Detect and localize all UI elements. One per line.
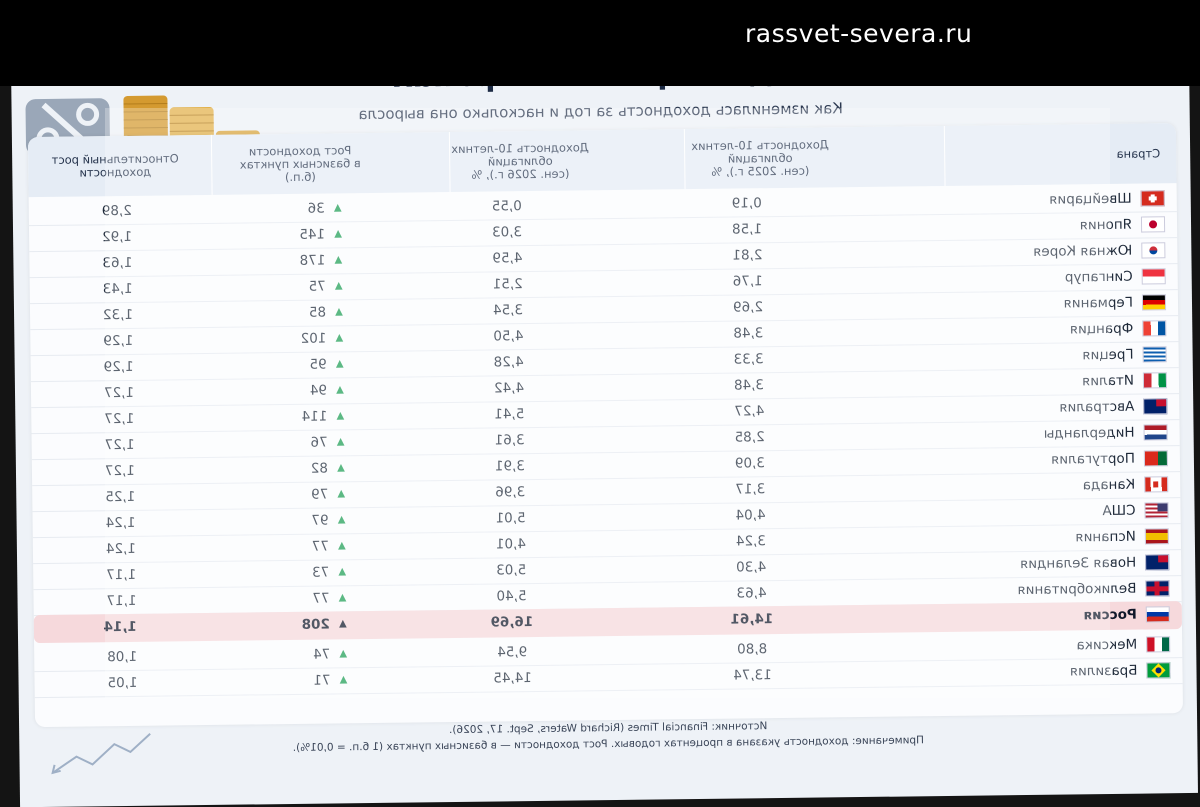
growth-bp: 71 xyxy=(313,672,331,689)
up-triangle-icon: ▲ xyxy=(335,306,343,318)
country-name: Новая Зеландия xyxy=(1020,554,1137,573)
growth-bp: 178 xyxy=(299,252,326,269)
yield-2026: 0,55 xyxy=(491,198,522,215)
site-header-bar xyxy=(0,0,1200,86)
yield-2025: 1,58 xyxy=(731,221,763,238)
yield-2026: 5,01 xyxy=(495,510,526,527)
growth-bp: 82 xyxy=(310,460,329,477)
country-name: Япония xyxy=(1079,216,1133,234)
yield-2026: 5,03 xyxy=(496,562,527,579)
growth-bp: 75 xyxy=(308,278,326,295)
country-name: Канада xyxy=(1082,476,1136,494)
country-name: Южная Корея xyxy=(1033,242,1133,260)
up-triangle-icon: ▲ xyxy=(337,540,346,552)
growth-bp: 114 xyxy=(301,408,328,425)
country-name: Испания xyxy=(1075,528,1136,546)
growth-bp: 73 xyxy=(311,564,330,581)
up-triangle-icon: ▲ xyxy=(334,280,343,292)
yield-2025: 3,33 xyxy=(733,351,764,368)
trend-line-icon xyxy=(42,728,153,779)
yield-2025: 3,24 xyxy=(735,533,767,550)
up-triangle-icon: ▲ xyxy=(337,488,346,500)
flag-uk-icon xyxy=(1145,580,1169,596)
growth-bp: 74 xyxy=(312,646,331,663)
up-triangle-icon: ▲ xyxy=(338,618,347,630)
country-name: США xyxy=(1102,502,1136,520)
infographic-photo xyxy=(11,63,1198,807)
header-yield-2025: Доходность 10-летних облигаций (сен. 2025 г.), % xyxy=(691,136,829,179)
relative-growth: 1,92 xyxy=(101,228,133,246)
growth-bp: 76 xyxy=(310,434,328,451)
flag-japan-icon xyxy=(1141,216,1165,232)
yield-2025: 1,76 xyxy=(732,273,763,290)
flag-canada-icon xyxy=(1144,476,1168,492)
relative-growth: 1,14 xyxy=(103,618,137,636)
site-domain[interactable]: rassvet-severa.ru xyxy=(745,19,973,48)
yield-2025: 4,27 xyxy=(734,403,765,420)
infographic-subtitle: Как изменилась доходность за год и насколько она выросла xyxy=(358,99,844,124)
growth-bp: 85 xyxy=(308,304,327,321)
flag-singapore-icon xyxy=(1142,268,1166,284)
yield-2026: 16,69 xyxy=(490,614,534,631)
relative-growth: 1,24 xyxy=(105,514,136,532)
yield-2025: 2,69 xyxy=(732,299,764,316)
yield-2025: 3,09 xyxy=(734,455,766,472)
flag-spain-icon xyxy=(1145,528,1169,544)
country-name: Нидерланды xyxy=(1043,424,1135,442)
yield-2026: 5,40 xyxy=(496,588,527,605)
country-name: Великобритания xyxy=(1017,580,1137,599)
flag-portugal-icon xyxy=(1144,450,1168,466)
yield-2026: 2,51 xyxy=(492,276,523,293)
flag-brazil-icon xyxy=(1146,662,1170,678)
yield-2026: 4,01 xyxy=(495,536,527,553)
growth-bp: 97 xyxy=(311,512,329,529)
up-triangle-icon: ▲ xyxy=(337,462,345,474)
yield-2025: 14,61 xyxy=(730,611,774,628)
growth-bp: 102 xyxy=(300,330,327,347)
relative-growth: 1,27 xyxy=(104,462,136,480)
relative-growth: 1,29 xyxy=(103,332,134,350)
yield-2025: 2,81 xyxy=(732,247,763,264)
up-triangle-icon: ▲ xyxy=(336,384,344,396)
flag-italy-icon xyxy=(1143,372,1167,388)
relative-growth: 1,27 xyxy=(104,436,135,454)
up-triangle-icon: ▲ xyxy=(335,358,344,370)
yield-2025: 0,19 xyxy=(731,195,762,212)
relative-growth: 1,17 xyxy=(106,566,137,584)
growth-bp: 36 xyxy=(307,200,325,217)
yield-2026: 9,54 xyxy=(497,644,528,661)
yield-2026: 4,59 xyxy=(492,250,523,267)
country-name: Греция xyxy=(1082,346,1134,364)
relative-growth: 1,32 xyxy=(102,306,134,324)
yield-2025: 3,48 xyxy=(733,325,764,342)
relative-growth: 1,29 xyxy=(103,358,134,376)
yield-2026: 5,41 xyxy=(494,406,525,423)
yield-2025: 4,63 xyxy=(736,585,767,602)
yield-2025: 8,80 xyxy=(737,641,768,658)
growth-bp: 77 xyxy=(312,590,330,607)
relative-growth: 2,89 xyxy=(101,202,132,220)
source-note: Источник: Financial Times (Richard Waters, Sept. 17, 2026). xyxy=(448,720,768,737)
growth-bp: 208 xyxy=(301,616,330,633)
flag-switzerland-icon xyxy=(1141,190,1165,206)
yield-2025: 4,04 xyxy=(735,507,766,524)
flag-netherlands-icon xyxy=(1143,424,1167,440)
flag-australia-icon xyxy=(1143,398,1167,414)
yield-2026: 3,03 xyxy=(491,224,523,241)
up-triangle-icon: ▲ xyxy=(339,648,348,660)
flag-usa-icon xyxy=(1144,502,1168,518)
yield-2026: 14,45 xyxy=(493,670,532,687)
up-triangle-icon: ▲ xyxy=(333,202,342,214)
yield-2025: 3,48 xyxy=(733,377,765,394)
yield-2025: 13,74 xyxy=(733,667,772,684)
country-name: Мексика xyxy=(1076,636,1138,654)
flag-mexico-icon xyxy=(1146,636,1170,652)
relative-growth: 1,08 xyxy=(107,648,138,666)
country-name: Россия xyxy=(1083,606,1137,624)
header-yield-2026: Доходность 10-летних облигаций (сен. 2026 г.), % xyxy=(451,139,589,182)
relative-growth: 1,05 xyxy=(107,674,138,692)
yield-2025: 3,17 xyxy=(735,481,766,498)
up-triangle-icon: ▲ xyxy=(339,674,348,686)
up-triangle-icon: ▲ xyxy=(336,436,345,448)
yield-2026: 3,96 xyxy=(495,484,526,501)
country-name: Сингапур xyxy=(1064,268,1133,286)
growth-bp: 95 xyxy=(309,356,327,373)
yield-2026: 4,50 xyxy=(493,328,524,345)
up-triangle-icon: ▲ xyxy=(338,592,347,604)
growth-bp: 77 xyxy=(311,538,330,555)
yield-2026: 3,54 xyxy=(492,302,524,319)
relative-growth: 1,27 xyxy=(104,410,135,428)
yield-2025: 4,30 xyxy=(736,559,767,576)
yield-2026: 4,42 xyxy=(493,380,525,397)
relative-growth: 1,24 xyxy=(105,540,137,558)
yield-2026: 4,28 xyxy=(493,354,524,371)
flag-new-zealand-icon xyxy=(1145,554,1169,570)
flag-south-korea-icon xyxy=(1141,242,1165,258)
growth-bp: 94 xyxy=(309,382,328,399)
header-relative: Относительный рост доходности xyxy=(51,151,179,180)
header-growth-bp: Рост доходности в базисных пунктах (б.п.) xyxy=(239,142,361,184)
up-triangle-icon: ▲ xyxy=(334,254,343,266)
country-name: Австралия xyxy=(1059,398,1135,416)
relative-growth: 1,27 xyxy=(103,384,135,402)
country-name: Германия xyxy=(1063,294,1134,312)
relative-growth: 1,17 xyxy=(106,592,137,610)
flag-greece-icon xyxy=(1143,346,1167,362)
country-name: Бразилия xyxy=(1069,662,1138,680)
flag-russia-icon xyxy=(1146,606,1170,622)
up-triangle-icon: ▲ xyxy=(335,332,344,344)
relative-growth: 1,25 xyxy=(105,488,136,506)
country-name: Швейцария xyxy=(1049,190,1132,208)
up-triangle-icon: ▲ xyxy=(334,228,343,240)
up-triangle-icon: ▲ xyxy=(338,566,347,578)
flag-france-icon xyxy=(1142,320,1166,336)
relative-growth: 1,63 xyxy=(102,254,133,272)
growth-bp: 145 xyxy=(299,226,326,243)
flag-germany-icon xyxy=(1142,294,1166,310)
up-triangle-icon: ▲ xyxy=(337,514,346,526)
growth-bp: 79 xyxy=(310,486,329,503)
country-name: Португалия xyxy=(1051,450,1135,468)
country-name: Франция xyxy=(1069,320,1134,338)
footnote: Примечание: доходность указана в процентах годовых. Рост доходности — в базисных пунктах (1 б.п. = 0,01%). xyxy=(292,734,925,754)
yield-2025: 2,85 xyxy=(734,429,765,446)
country-name: Италия xyxy=(1082,372,1135,390)
infographic-mirrored xyxy=(11,63,1198,807)
header-country: Страна xyxy=(1116,145,1161,161)
relative-growth: 1,43 xyxy=(102,280,133,298)
yield-2026: 3,91 xyxy=(494,458,526,475)
yield-2026: 3,61 xyxy=(494,432,525,449)
up-triangle-icon: ▲ xyxy=(336,410,345,422)
